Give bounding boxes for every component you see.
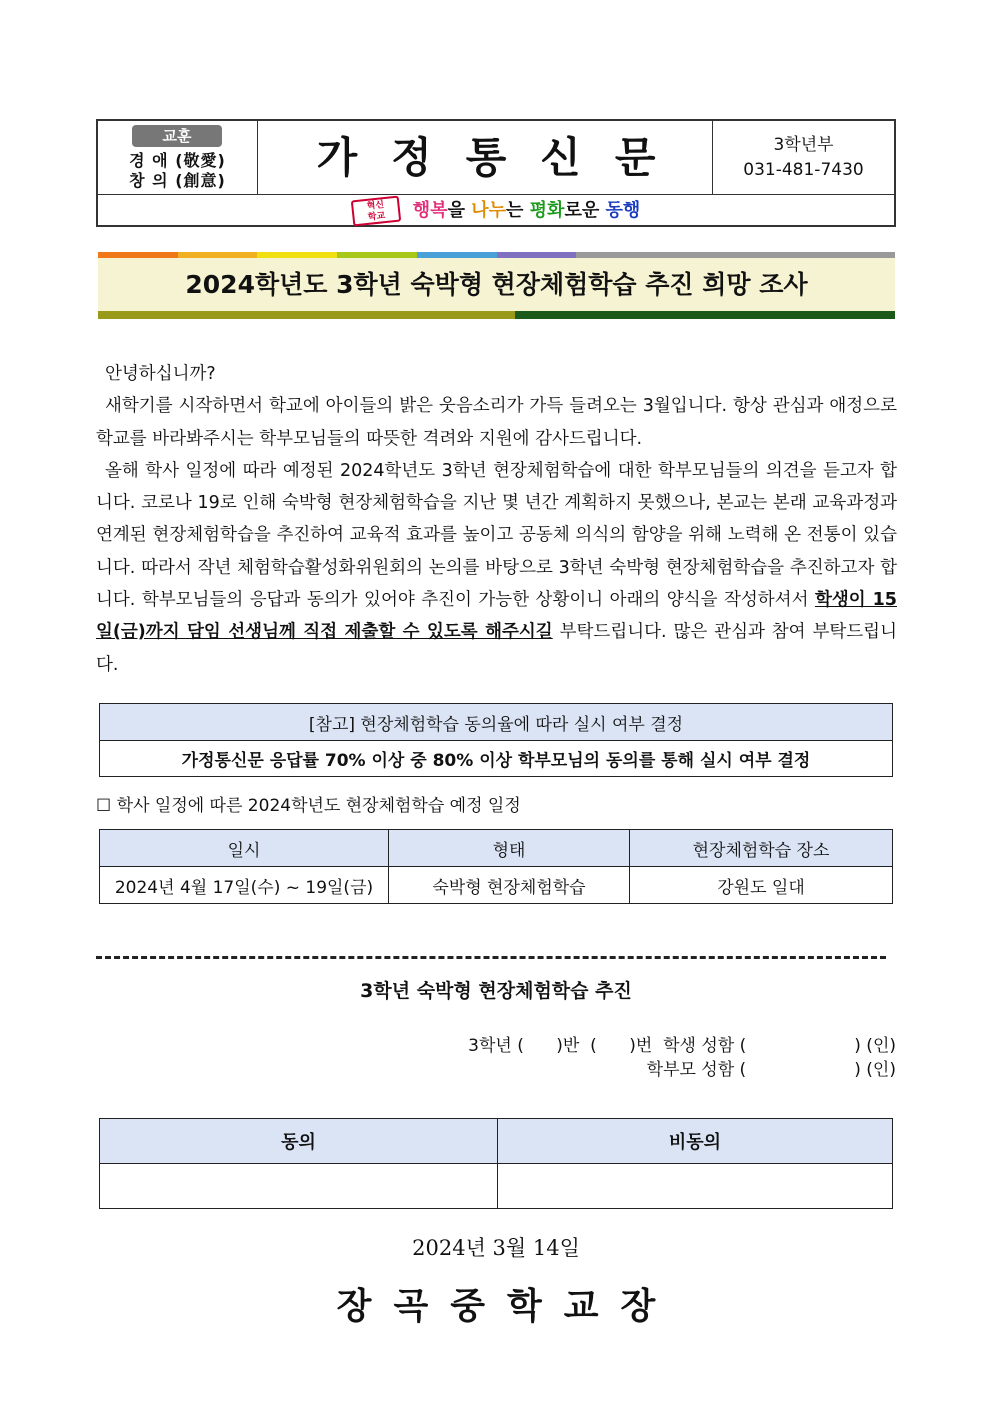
slogan-segment: 을	[447, 200, 472, 221]
principal-signature: 장곡중학교장	[336, 1286, 678, 1327]
student-name-line[interactable]: 3학년 ( )반 ( )번 학생 성함 ( ) (인)	[468, 1036, 896, 1056]
letter-body	[96, 358, 897, 681]
banner-underline-left	[98, 311, 515, 319]
schedule-label: ☐ 학사 일정에 따른 2024학년도 현장체험학습 예정 일정	[96, 796, 521, 816]
department-name: 3학년부	[773, 135, 834, 155]
form-title: 3학년 숙박형 현장체험학습 추진	[360, 980, 632, 1002]
agree-cell[interactable]	[100, 1164, 498, 1209]
paragraph-2: 올해 학사 일정에 따라 예정된 2024학년도 3학년 현장체험학습에 대한 학부모님들의 의견을 듣고자 합니다. 코로나 19로 인해 숙박형 현장체험학습을 지난 몇 년간 계획하지 못했으나, 본교는 본래 교육과정과 연계된 현장체험학습을 추진하여 교육적 효과를 높이고 공동체 의식의 함양을 위해 노력해 온 전통이 있습니다. 따라서 작년 체험학습활성화위원회의 논의를 바탕으로 3학년 숙박형 현장체험학습을 추진하고자 합니다. 학부모님들의 응답과 동의가 있어야 추진이 가능한 상황이니 아래의 양식을 작성하셔서 학생이 15일(금)까지 담임 선생님께 직접 제출할 수 있도록 해주시길 부탁드립니다. 많은 관심과 참여 부탁드립니다.	[96, 460, 897, 675]
motto-line-2: 창 의 (創意)	[129, 171, 226, 190]
banner-underline-right	[515, 311, 895, 319]
schedule-type: 숙박형 현장체험학습	[389, 867, 630, 904]
document-title: 2024학년도 3학년 숙박형 현장체험학습 추진 희망 조사	[98, 258, 895, 311]
school-motto-cell	[98, 121, 258, 194]
disagree-header: 비동의	[498, 1119, 893, 1164]
slogan-segment: 동행	[605, 200, 641, 221]
department-cell	[712, 121, 894, 194]
motto-line-1: 경 애 (敬愛)	[129, 151, 226, 170]
slogan-segment: 나누	[471, 200, 507, 221]
consent-table	[99, 1118, 893, 1209]
schedule-col-type: 형태	[389, 830, 630, 867]
newsletter-header	[96, 119, 896, 227]
cut-line	[96, 956, 886, 959]
schedule-place: 강원도 일대	[630, 867, 893, 904]
schedule-table	[99, 829, 893, 904]
parent-name-line[interactable]: 학부모 성함 ( ) (인)	[646, 1060, 896, 1080]
disagree-cell[interactable]	[498, 1164, 893, 1209]
newsletter-title: 가정통신문	[316, 133, 690, 182]
reference-content: 가정통신문 응답률 70% 이상 중 80% 이상 학부모님의 동의를 통해 실시 여부 결정	[100, 741, 893, 777]
issue-date: 2024년 3월 14일	[412, 1236, 580, 1260]
slogan-segment: 행복	[412, 200, 448, 221]
slogan-row	[98, 195, 894, 227]
agree-header: 동의	[100, 1119, 498, 1164]
slogan-segment: 로운	[564, 200, 606, 221]
slogan-segment: 는	[506, 200, 530, 221]
department-phone: 031-481-7430	[743, 160, 864, 180]
reference-table	[99, 703, 893, 777]
schedule-date: 2024년 4월 17일(수) ~ 19일(금)	[100, 867, 389, 904]
schedule-col-date: 일시	[100, 830, 389, 867]
schedule-col-place: 현장체험학습 장소	[630, 830, 893, 867]
school-slogan	[413, 195, 640, 227]
greeting: 안녕하십니까?	[105, 364, 216, 384]
header-top-row	[98, 121, 894, 195]
paragraph-1: 새학기를 시작하면서 학교에 아이들의 밝은 웃음소리가 가득 들려오는 3월입니다. 항상 관심과 애정으로 학교를 바라봐주시는 학부모님들의 따뜻한 격려와 지원에 감사드립니다.	[96, 396, 897, 449]
motto-tag: 교훈	[132, 125, 222, 147]
reference-header: [참고] 현장체험학습 동의율에 따라 실시 여부 결정	[100, 704, 893, 741]
innovation-school-badge-icon: 혁신 학교	[350, 196, 400, 227]
submission-instruction: 학생이 15일(금)까지 담임 선생님께 직접 제출할 수 있도록 해주시길	[96, 590, 897, 643]
slogan-segment: 평화	[529, 200, 565, 221]
banner-underline	[98, 311, 895, 319]
